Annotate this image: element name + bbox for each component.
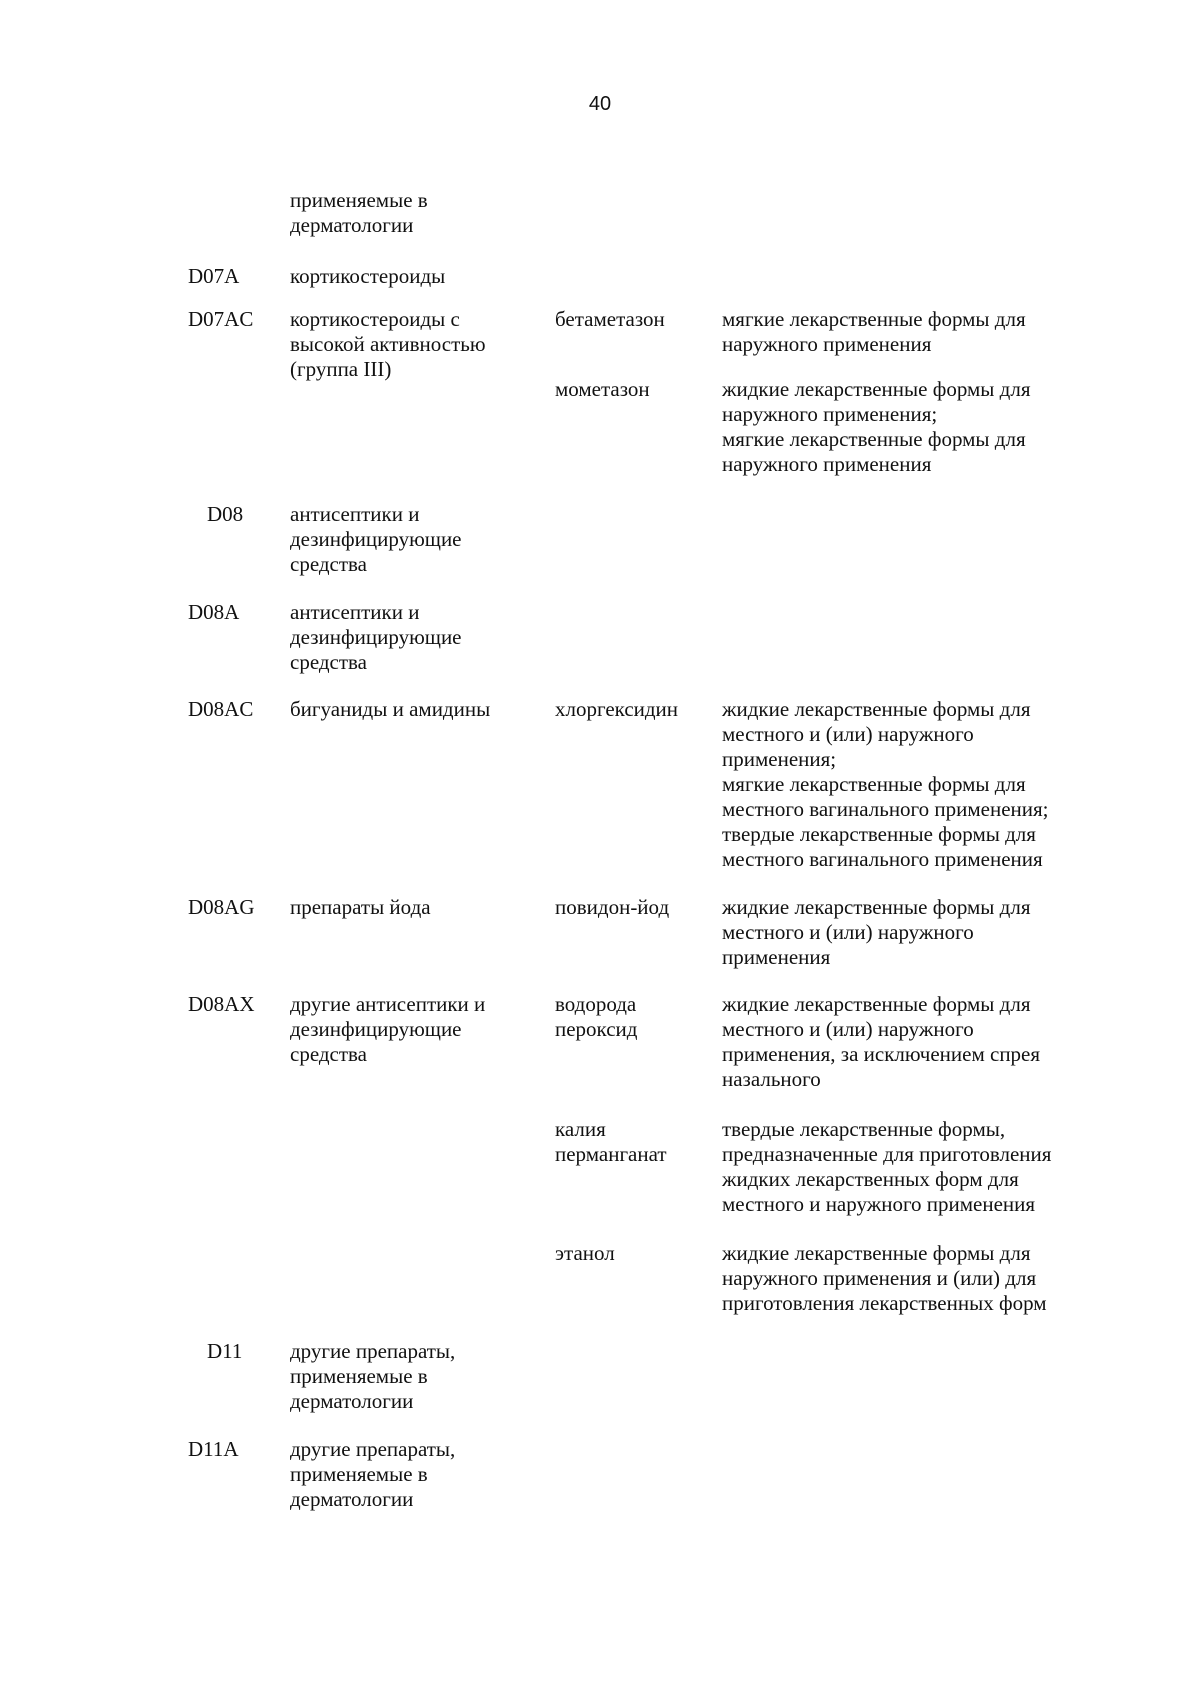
atc-group-name: кортикостероиды с высокой активностью (группа III) (290, 307, 486, 381)
atc-group-name: другие препараты, применяемые в дерматологии (290, 1437, 456, 1511)
atc-group-name: препараты йода (290, 895, 431, 919)
atc-group-name: антисептики и дезинфицирующие средства (290, 502, 462, 576)
atc-code: D08AC (188, 697, 254, 721)
atc-group-name: антисептики и дезинфицирующие средства (290, 600, 462, 674)
dosage-form: жидкие лекарственные формы для местного и (или) наружного применения (722, 895, 1031, 969)
dosage-form: твердые лекарственные формы, предназначенные для приготовления жидких лекарственных форм для местного и наружного применения (722, 1117, 1052, 1216)
atc-code: D07A (188, 264, 240, 288)
atc-group-name: другие антисептики и дезинфицирующие средства (290, 992, 486, 1066)
atc-code: D08AG (188, 895, 255, 919)
atc-group-name: другие препараты, применяемые в дерматологии (290, 1339, 456, 1413)
drug-name: повидон-йод (555, 895, 670, 919)
atc-code: D11 (207, 1339, 243, 1363)
page-number: 40 (588, 93, 612, 115)
atc-code: D07AC (188, 307, 254, 331)
dosage-form: жидкие лекарственные формы для наружного применения и (или) для приготовления лекарственных форм (722, 1241, 1047, 1315)
drug-name: этанол (555, 1241, 615, 1265)
atc-code: D08 (207, 502, 244, 526)
atc-code: D08A (188, 600, 240, 624)
drug-name: хлоргексидин (555, 697, 679, 721)
drug-name: водорода пероксид (555, 992, 638, 1041)
drug-name: мометазон (555, 377, 650, 401)
dosage-form: жидкие лекарственные формы для наружного применения; мягкие лекарственные формы для наружного применения (722, 377, 1031, 476)
atc-group-name: кортикостероиды (290, 264, 446, 288)
atc-group-name: применяемые в дерматологии (290, 188, 428, 237)
dosage-form: жидкие лекарственные формы для местного и (или) наружного применения; мягкие лекарственные формы для местного вагинального применения; твердые лекарственные формы для местного вагинального применения (722, 697, 1049, 871)
dosage-form: мягкие лекарственные формы для наружного применения (722, 307, 1026, 356)
drug-name: калия перманганат (555, 1117, 667, 1166)
atc-code: D08AX (188, 992, 255, 1016)
dosage-form: жидкие лекарственные формы для местного и (или) наружного применения, за исключением спрея назального (722, 992, 1041, 1091)
drug-name: бетаметазон (555, 307, 665, 331)
atc-group-name: бигуаниды и амидины (290, 697, 491, 721)
atc-code: D11A (188, 1437, 239, 1461)
